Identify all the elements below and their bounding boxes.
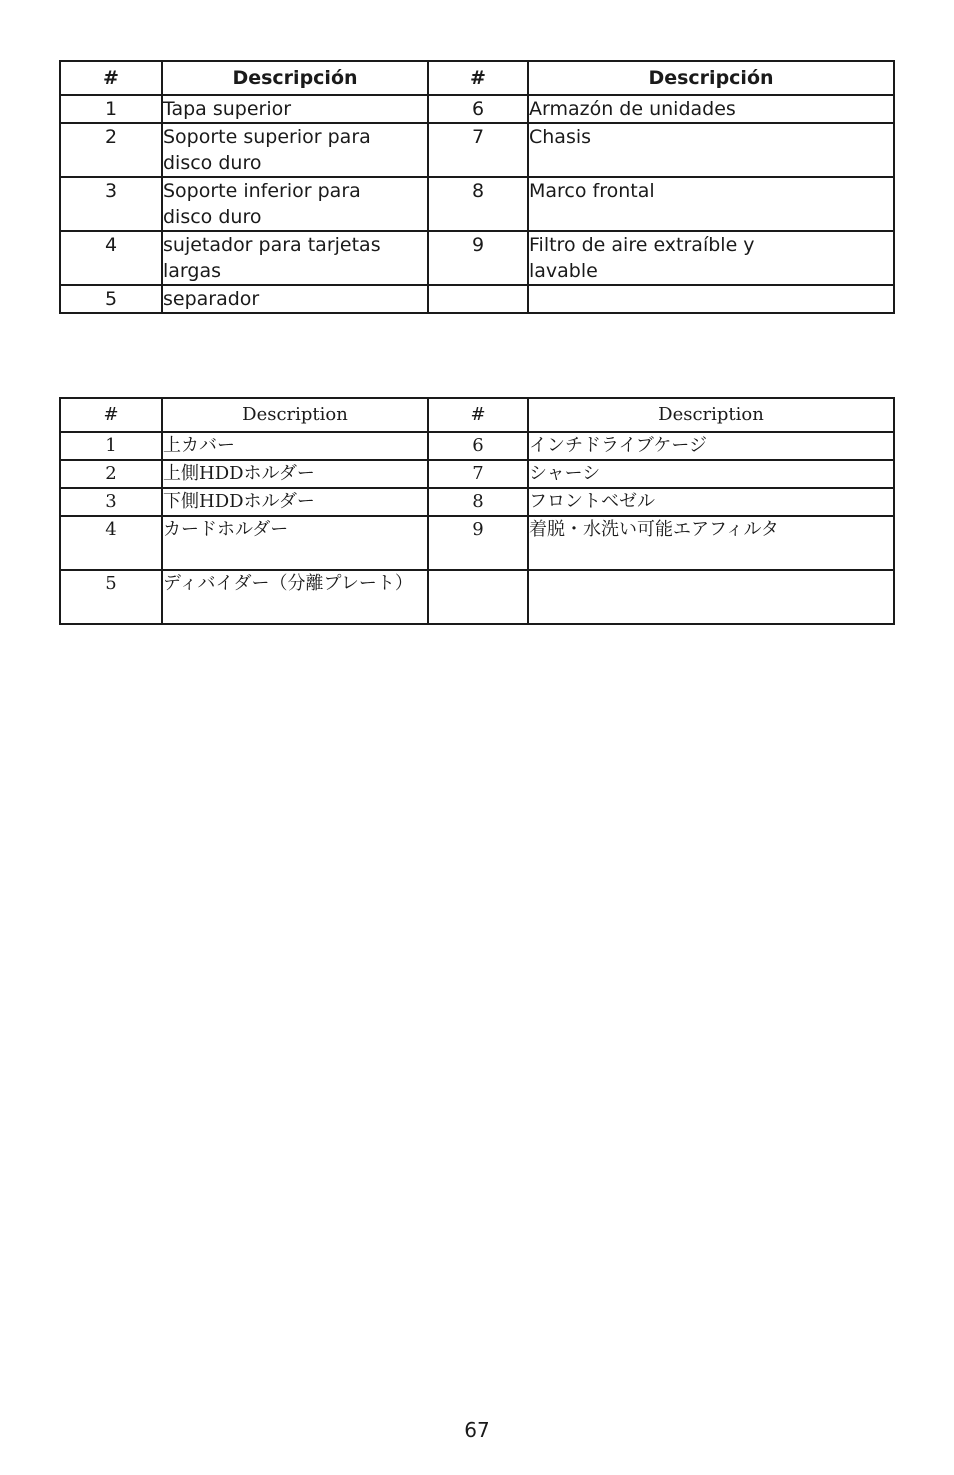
item-number: 4 <box>60 231 162 285</box>
table-row <box>60 570 894 624</box>
item-number: 8 <box>428 177 528 231</box>
header-description: Descripción <box>528 61 894 95</box>
item-number: 8 <box>428 488 528 516</box>
item-description: sujetador para tarjetas largas <box>162 231 428 285</box>
table-row <box>60 516 894 570</box>
header-number: # <box>60 398 162 432</box>
item-number: 1 <box>60 95 162 123</box>
item-number: 6 <box>428 95 528 123</box>
header-number: # <box>60 61 162 95</box>
item-number: 9 <box>428 516 528 570</box>
item-description: Soporte superior para disco duro <box>162 123 428 177</box>
item-description: Soporte inferior para disco duro <box>162 177 428 231</box>
table-row <box>60 95 894 123</box>
page-number: 67 <box>464 1418 490 1442</box>
item-description: Tapa superior <box>162 95 428 123</box>
item-description: シャーシ <box>528 460 894 488</box>
item-number <box>428 570 528 624</box>
table-row <box>60 460 894 488</box>
item-description: ディバイダー（分離プレート） <box>162 570 428 624</box>
item-description: 着脱・水洗い可能エアフィルタ <box>528 516 894 570</box>
item-description: Armazón de unidades <box>528 95 894 123</box>
item-number: 7 <box>428 460 528 488</box>
item-description: Marco frontal <box>528 177 894 231</box>
table-header-row <box>60 398 894 432</box>
item-number: 3 <box>60 488 162 516</box>
item-description: 上カバー <box>162 432 428 460</box>
item-description: Chasis <box>528 123 894 177</box>
item-description: インチドライブケージ <box>528 432 894 460</box>
table-row <box>60 285 894 313</box>
table-row <box>60 488 894 516</box>
item-description: Filtro de aire extraíble y lavable <box>528 231 894 285</box>
header-number: # <box>428 398 528 432</box>
item-description: カードホルダー <box>162 516 428 570</box>
item-description: フロントベゼル <box>528 488 894 516</box>
table-row <box>60 123 894 177</box>
table-row <box>60 177 894 231</box>
item-number: 6 <box>428 432 528 460</box>
table-row <box>60 432 894 460</box>
table-header-row <box>60 61 894 95</box>
item-description: 上側HDDホルダー <box>162 460 428 488</box>
header-description: Description <box>162 398 428 432</box>
item-number: 5 <box>60 285 162 313</box>
item-description <box>528 570 894 624</box>
item-number: 4 <box>60 516 162 570</box>
item-number: 2 <box>60 123 162 177</box>
item-number: 9 <box>428 231 528 285</box>
item-number: 3 <box>60 177 162 231</box>
table-row <box>60 231 894 285</box>
japanese-parts-table <box>59 397 895 625</box>
item-number: 1 <box>60 432 162 460</box>
item-description: 下側HDDホルダー <box>162 488 428 516</box>
item-number: 5 <box>60 570 162 624</box>
item-number <box>428 285 528 313</box>
header-description: Description <box>528 398 894 432</box>
item-number: 7 <box>428 123 528 177</box>
item-description: separador <box>162 285 428 313</box>
item-description <box>528 285 894 313</box>
spanish-parts-table <box>59 60 895 314</box>
header-number: # <box>428 61 528 95</box>
item-number: 2 <box>60 460 162 488</box>
header-description: Descripción <box>162 61 428 95</box>
